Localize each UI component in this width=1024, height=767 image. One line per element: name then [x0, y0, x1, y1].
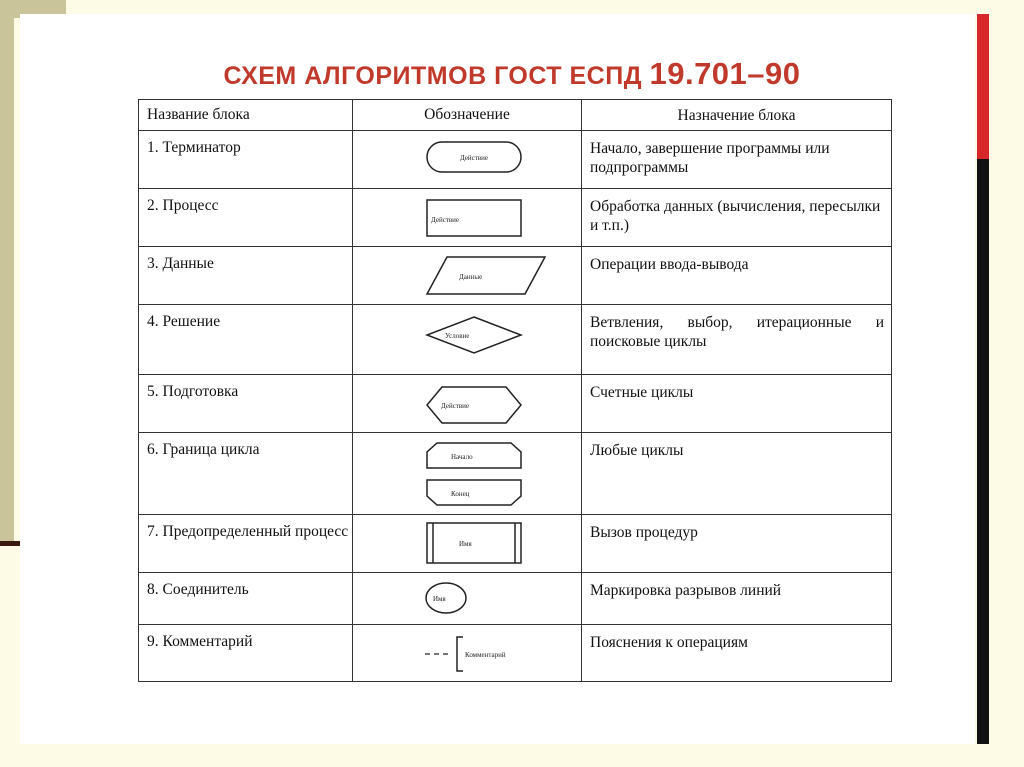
predefined-process-symbol	[353, 515, 581, 573]
flowchart-symbols-table	[138, 99, 892, 682]
table-row	[139, 573, 892, 625]
row-purpose: Любые циклы	[582, 433, 892, 515]
symbol-cell	[353, 573, 582, 625]
row-purpose: Вызов процедур	[582, 515, 892, 573]
table-row	[139, 247, 892, 305]
row-name: 8. Соединитель	[139, 573, 353, 625]
table-row	[139, 433, 892, 515]
table-header-row	[139, 100, 892, 131]
table-row	[139, 305, 892, 375]
symbol-cell	[353, 433, 582, 515]
symbol-cell	[353, 515, 582, 573]
row-name: 9. Комментарий	[139, 625, 353, 682]
table-row	[139, 515, 892, 573]
row-purpose: Пояснения к операциям	[582, 625, 892, 682]
title-text: СХЕМ АЛГОРИТМОВ ГОСТ ЕСПД	[223, 62, 650, 90]
symbol-cell	[353, 625, 582, 682]
accent-bar-black	[977, 159, 989, 744]
symbol-label: Имя	[433, 595, 446, 603]
row-name: 5. Подготовка	[139, 375, 353, 433]
symbol-cell	[353, 131, 582, 189]
row-name: 6. Граница цикла	[139, 433, 353, 515]
symbol-cell	[353, 375, 582, 433]
row-name: 3. Данные	[139, 247, 353, 305]
connector-symbol	[353, 573, 581, 625]
row-name: 2. Процесс	[139, 189, 353, 247]
row-purpose: Маркировка разрывов линий	[582, 573, 892, 625]
preparation-symbol	[353, 375, 581, 433]
symbol-label: Действие	[431, 216, 460, 224]
symbol-label: Имя	[459, 540, 472, 548]
symbol-label: Данные	[459, 273, 483, 281]
comment-symbol	[353, 625, 581, 682]
row-purpose: Обработка данных (вычисления, пересылки и т.п.)	[582, 189, 892, 247]
process-symbol	[353, 189, 581, 247]
symbol-label: Действие	[441, 402, 470, 410]
table-row	[139, 131, 892, 189]
symbol-cell	[353, 305, 582, 375]
row-purpose: Начало, завершение программы или подпрограммы	[582, 131, 892, 189]
symbol-label-end: Конец	[451, 490, 470, 498]
data-symbol	[353, 247, 581, 305]
symbol-label: Комментарий	[465, 651, 506, 659]
table-row	[139, 189, 892, 247]
symbol-label: Условие	[445, 332, 470, 340]
symbol-label: Действие	[459, 154, 489, 162]
slide-title	[0, 56, 1024, 92]
symbol-label: Начало	[451, 453, 473, 461]
decision-symbol	[353, 305, 581, 375]
symbol-cell	[353, 189, 582, 247]
table-row	[139, 625, 892, 682]
frame-dark-decor	[0, 541, 20, 546]
table-row	[139, 375, 892, 433]
title-number: 19.701–90	[649, 56, 801, 91]
header-name: Название блока	[139, 100, 353, 131]
loop-limit-symbol	[353, 433, 581, 515]
terminator-symbol	[353, 131, 581, 189]
row-purpose: Ветвления, выбор, итерационные и поисковые циклы	[582, 305, 892, 375]
header-symbol: Обозначение	[353, 100, 582, 131]
row-name: 7. Предопределенный процесс	[139, 515, 353, 573]
row-purpose: Счетные циклы	[582, 375, 892, 433]
symbol-cell	[353, 247, 582, 305]
row-name: 1. Терминатор	[139, 131, 353, 189]
row-purpose: Операции ввода-вывода	[582, 247, 892, 305]
header-purpose: Назначение блока	[582, 100, 892, 131]
row-name: 4. Решение	[139, 305, 353, 375]
